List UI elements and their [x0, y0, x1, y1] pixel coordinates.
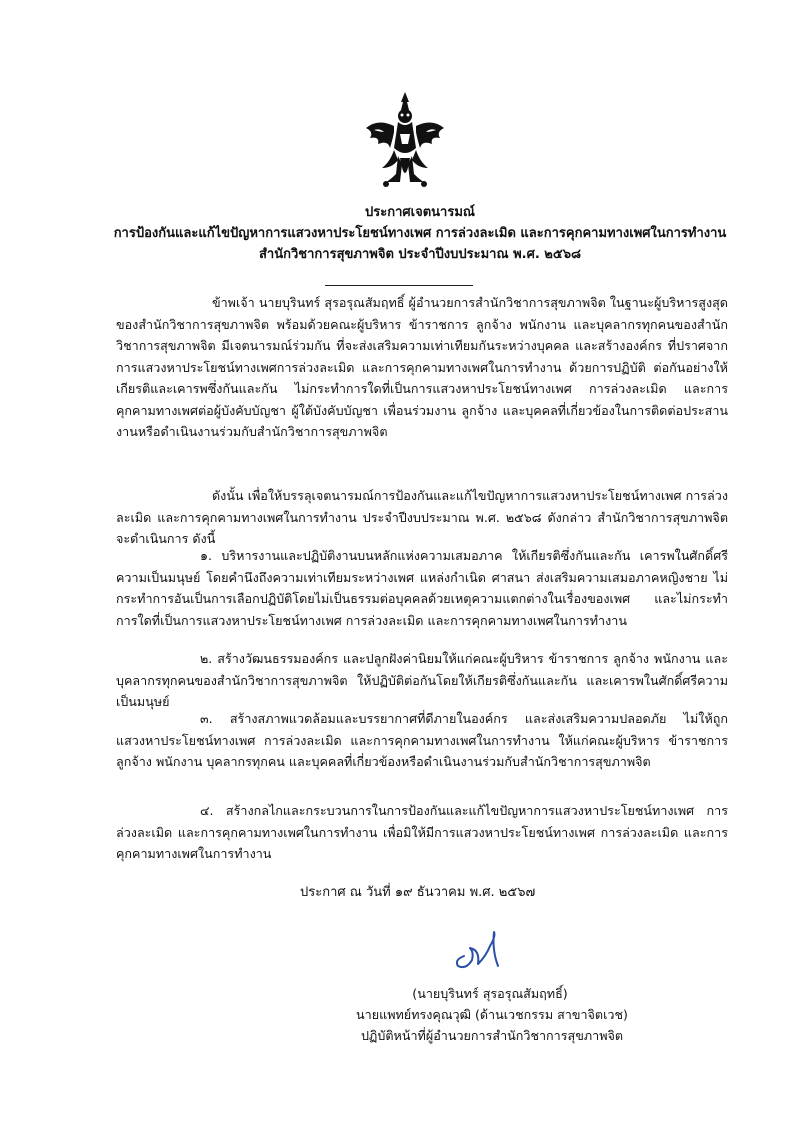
- list-item-2: [116, 648, 728, 713]
- document-title: ประกาศเจตนารมณ์: [365, 205, 475, 220]
- announcement-date: ประกาศ ณ วันที่ ๑๙ ธันวาคม พ.ศ. ๒๕๖๗: [300, 885, 536, 900]
- therefore-text: ดังนั้น เพื่อให้บรรลุเจตนารมณ์การป้องกันและแก้ไขปัญหาการแสวงหาประโยชน์ทางเพศ การล่วงละเมิด และการคุกคามทางเพศในการทำงาน ประจำปีงบประมาณ พ.ศ. ๒๕๖๘ ดังกล่าว สำนักวิชาการสุขภาพจิต จะดำเนินการ ดังนี้: [116, 488, 728, 546]
- signer-title: นายแพทย์ทรงคุณวุฒิ (ด้านเวชกรรม สาขาจิตเวช): [356, 1007, 628, 1022]
- list-item-1-text: ๑. บริหารงานและปฏิบัติงานบนหลักแห่งความเสมอภาค ให้เกียรติซึ่งกันและกัน เคารพในศักดิ์ศรีความเป็นมนุษย์ โดยคำนึงถึงความเท่าเทียมระหว่างเพศ แหล่งกำเนิด ศาสนา ส่งเสริมความเสมอภาคหญิงชาย ไม่กระทำการอันเป็นการเลือกปฏิบัติโดยไม่เป็นธรรมต่อบุคคลด้วยเหตุความแตกต่างในเรื่องของเพศ และไม่กระทำการใดที่เป็นการแสวงหาประโยชน์ทางเพศ การล่วงละเมิด และการคุกคามทางเพศในการทำงาน: [116, 548, 728, 628]
- document-subtitle: การป้องกันและแก้ไขปัญหาการแสวงหาประโยชน์ทางเพศ การล่วงละเมิด และการคุกคามทางเพศในการทำงาน: [113, 226, 727, 241]
- list-item-4: [116, 800, 728, 865]
- list-item-3-text: ๓. สร้างสภาพแวดล้อมและบรรยากาศที่ดีภายในองค์กร และส่งเสริมความปลอดภัย ไม่ให้ถูกแสวงหาประโยชน์ทางเพศ การล่วงละเมิด และการคุกคามทางเพศในการทำงาน ให้แก่คณะผู้บริหาร ข้าราชการ ลูกจ้าง พนักงาน บุคลากรทุกคน และบุคคลที่เกี่ยวข้องหรือดำเนินงานร่วมกับสำนักวิชาการสุขภาพจิต: [116, 711, 728, 769]
- list-item-4-text: ๔. สร้างกลไกและกระบวนการในการป้องกันและแก้ไขปัญหาการแสวงหาประโยชน์ทางเพศ การล่วงละเมิด และการคุกคามทางเพศในการทำงาน เพื่อมิให้มีการแสวงหาประโยชน์ทางเพศ การล่วงละเมิด และการคุกคามทางเพศในการทำงาน: [116, 803, 728, 861]
- title-divider: [325, 285, 473, 286]
- intro-text: ข้าพเจ้า นายบุรินทร์ สุรอรุณสัมฤทธิ์ ผู้อำนวยการสำนักวิชาการสุขภาพจิต ในฐานะผู้บริหารสูงสุดของสำนักวิชาการสุขภาพจิต พร้อมด้วยคณะผู้บริหาร ข้าราชการ ลูกจ้าง พนักงาน และบุคลากรทุกคนของสำนักวิชาการสุขภาพจิต มีเจตนารมณ์ร่วมกัน ที่จะส่งเสริมความเท่าเทียมกันระหว่างบุคคล และสร้างองค์กร ที่ปราศจากการแสวงหาประโยชน์ทางเพศการล่วงละเมิด และการคุกคามทางเพศในการทำงาน ด้วยการปฏิบัติ ต่อกันอย่างให้เกียรติและเคารพซึ่งกันและกัน ไม่กระทำการใดที่เป็นการแสวงหาประโยชน์ทางเพศ การล่วงละเมิด และการคุกคามทางเพศต่อผู้บังคับบัญชา ผู้ใต้บังคับบัญชา เพื่อนร่วมงาน ลูกจ้าง และบุคคลที่เกี่ยวข้องในการติดต่อประสานงานหรือดำเนินงานร่วมกับสำนักวิชาการสุขภาพจิต: [116, 295, 728, 439]
- list-item-2-text: ๒. สร้างวัฒนธรรมองค์กร และปลูกฝังค่านิยมให้แก่คณะผู้บริหาร ข้าราชการ ลูกจ้าง พนักงาน และบุคลากรทุกคนของสำนักวิชาการสุขภาพจิต ให้ปฏิบัติต่อกันโดยให้เกียรติซึ่งกันและกัน และเคารพในศักดิ์ศรีความเป็นมนุษย์: [116, 651, 728, 709]
- signer-name: (นายบุรินทร์ สุรอรุณสัมฤทธิ์): [412, 986, 568, 1001]
- therefore-paragraph: [116, 485, 728, 550]
- list-item-1: [116, 545, 728, 631]
- list-item-3: [116, 708, 728, 773]
- intro-paragraph: [116, 292, 728, 443]
- agency-fiscal-year-line: สำนักวิชาการสุขภาพจิต ประจำปีงบประมาณ พ.ศ. ๒๕๖๘: [259, 247, 581, 262]
- signer-role: ปฏิบัติหน้าที่ผู้อำนวยการสำนักวิชาการสุขภาพจิต: [360, 1028, 624, 1043]
- handwritten-signature: [440, 926, 520, 976]
- garuda-emblem-icon: [360, 88, 450, 190]
